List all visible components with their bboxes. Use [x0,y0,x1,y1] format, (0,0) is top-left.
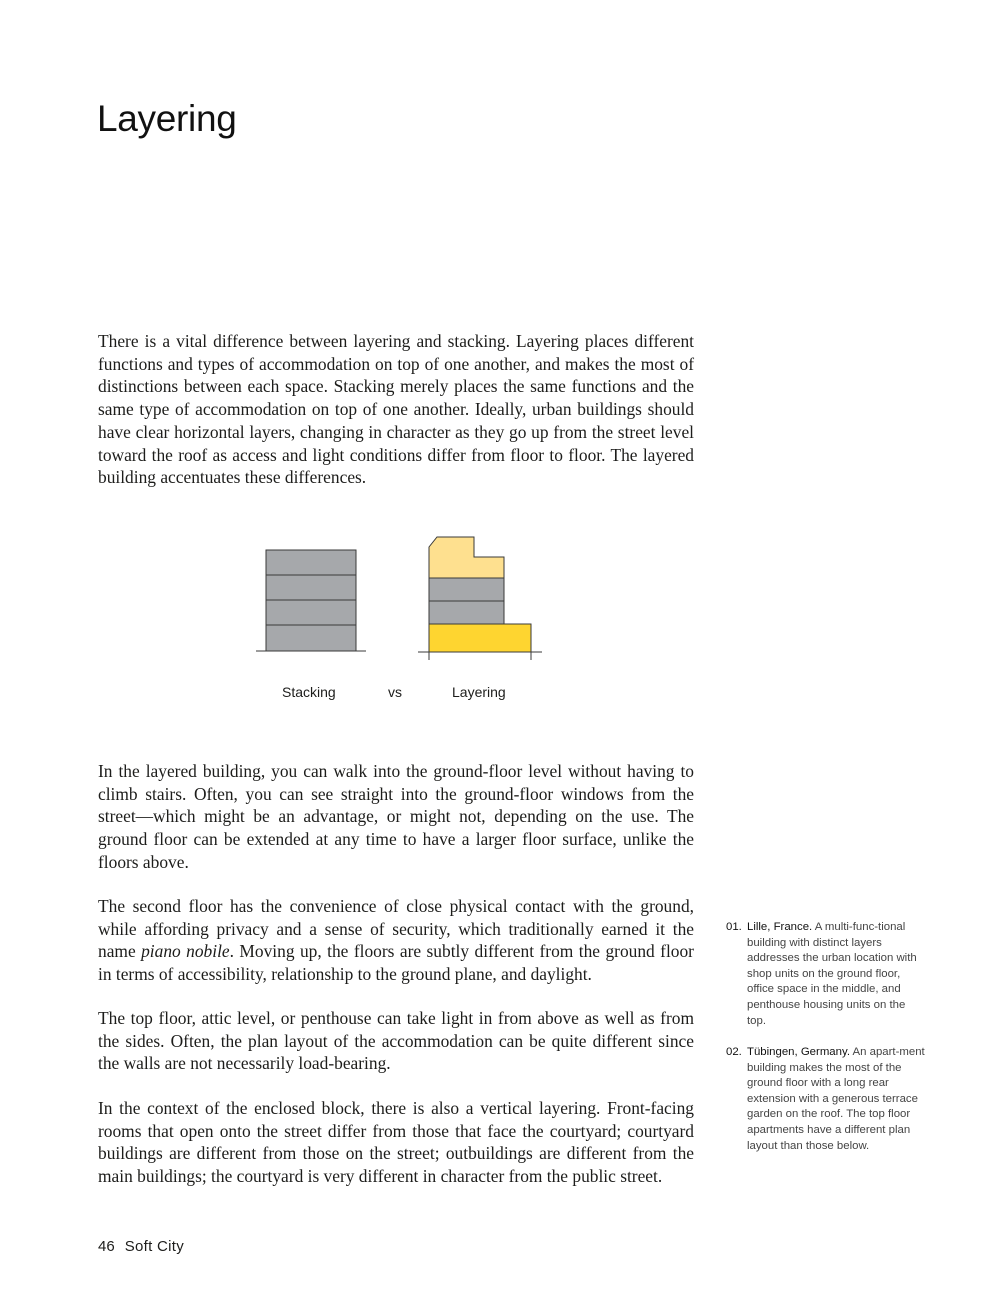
caption-number: 01. [726,921,742,933]
book-title: Soft City [124,1238,185,1255]
caption-02 [726,1045,926,1154]
layering-building [418,537,542,660]
layering-floor-2 [429,601,504,624]
caption-number: 02. [726,1046,742,1058]
label-layering: Layering [452,684,506,700]
caption-place: Tübingen, Germany. [747,1046,850,1058]
caption-body [726,1045,926,1154]
caption-01 [726,920,926,1029]
layering-ground-floor [429,624,531,652]
page-footer [98,1238,184,1255]
p3-italic-term: piano nobile [141,941,230,962]
paragraph-ground-floor: In the layered building, you can walk into the ground-floor level without having to climb stairs. Often, you can see straight into the ground-floor windows from the street—which might be an advantage, or might not, depending on the use. The ground floor can be extended at any time to have a larger floor surface, unlike the floors above. [98,761,694,872]
p3-text-before: The second floor has the convenience of close physical contact with the ground, while affording privacy and a sense of security, which traditionally earned it the name [98,896,694,962]
paragraph-top-floor: The top floor, attic level, or penthouse can take light in from above as well as from the sides. Often, the plan layout of the accommodation can be quite different since the walls are not necessarily load-bearing. [98,1008,694,1074]
caption-text: An apart-ment building makes the most of the ground floor with a long rear extension with a generous terrace garden on the roof. The top floor apartments have a different plan layout than those below. [747,1046,925,1152]
layering-floor-3 [429,578,504,601]
caption-text: A multi-func-tional building with distinct layers addresses the urban location with shop units on the ground floor, office space in the middle, and penthouse housing units on the top. [747,921,917,1027]
p3-text-after: . Moving up, the floors are subtly different from the ground floor in terms of accessibility, relationship to the ground plane, and daylight. [98,941,694,985]
stacking-floor-2 [266,600,356,625]
layering-penthouse [429,537,504,578]
paragraph-intro: There is a vital difference between layering and stacking. Layering places different functions and types of accommodation on top of one another, and makes the most of distinctions between each space. Stacking merely places the same functions and the same type of accommodation on top of one another. Ideally, urban buildings should have clear horizontal layers, changing in character as they go up from the street level toward the roof as access and light conditions differ from floor to floor. The layered building accentuates these differences. [98,331,694,488]
page-title: Layering [97,98,237,139]
stacking-floor-3 [266,575,356,600]
caption-body [726,920,926,1029]
paragraph-second-floor [98,895,694,986]
stacking-vs-layering-diagram [250,530,550,660]
stacking-floor-4 [266,550,356,575]
label-stacking: Stacking [282,684,336,700]
stacking-floor-1 [266,625,356,651]
paragraph-vertical-layering: In the context of the enclosed block, there is also a vertical layering. Front-facing rooms that open onto the street differ from those that face the courtyard; courtyard buildings are different from those on the street; outbuildings are different from the main buildings; the courtyard is very different in character from the public street. [98,1098,694,1187]
page-number: 46 [98,1238,115,1255]
layering-basement [429,652,531,660]
caption-place: Lille, France. [747,921,813,933]
stacking-building [256,550,366,651]
label-vs: vs [388,684,402,700]
